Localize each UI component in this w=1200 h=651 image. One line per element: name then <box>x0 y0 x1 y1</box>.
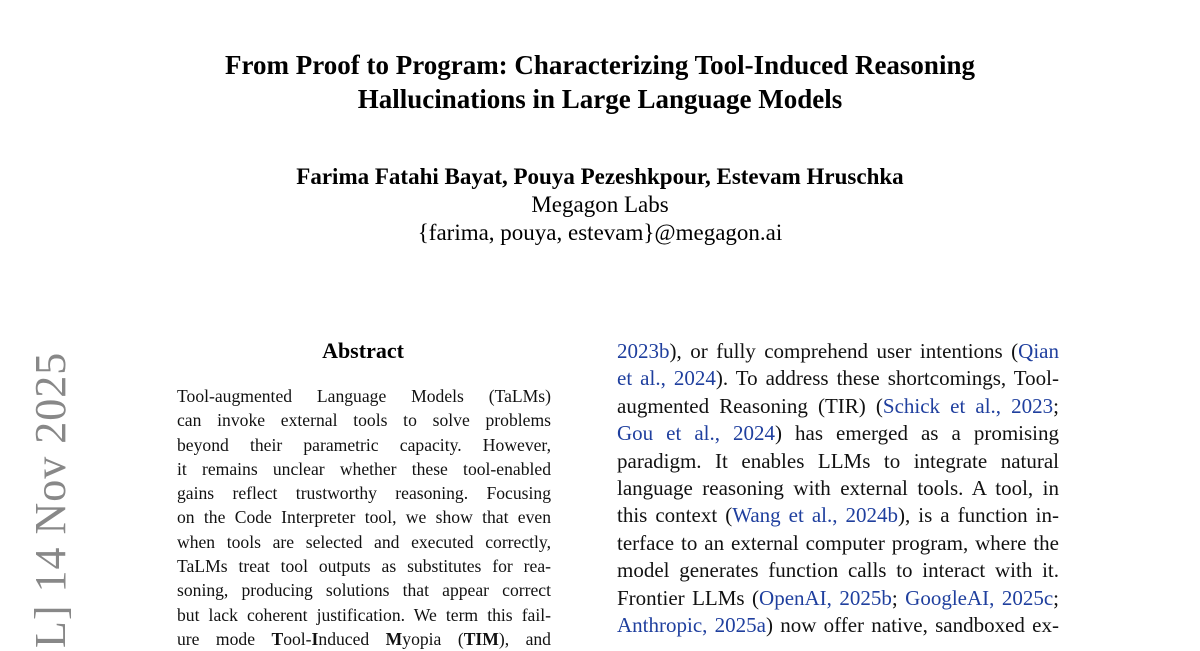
affiliation: Megagon Labs <box>531 192 669 217</box>
citation-link[interactable]: GoogleAI, 2025c <box>905 585 1054 610</box>
abstract-line: TaLMs treat tool outputs as substitutes for rea- <box>177 556 551 577</box>
text-run: ) has emerged as a promising <box>775 421 1059 446</box>
body-line <box>617 338 1059 365</box>
citation-link[interactable]: Anthropic, 2025a <box>617 612 766 637</box>
abstract-line: but lack coherent justification. We term this fail- <box>177 604 551 625</box>
arxiv-side-stamp: L] 14 Nov 2025 <box>26 351 75 648</box>
bold-initial: T <box>271 628 284 649</box>
abstract-line: can invoke external tools to solve problems <box>177 410 551 431</box>
body-line <box>617 612 1059 639</box>
text-run: ool- <box>283 628 312 649</box>
citation-link[interactable]: 2023b <box>617 339 670 363</box>
body-line <box>617 502 1059 529</box>
text-run: ; <box>1053 393 1059 418</box>
body-line <box>617 393 1059 420</box>
body-column-right <box>617 338 1059 639</box>
text-run: ), is a function in- <box>898 503 1059 528</box>
bold-acronym: TIM <box>463 628 499 649</box>
title-line-1: From Proof to Program: Characterizing Tool-Induced Reasoning <box>225 50 975 80</box>
text-run: ure mode <box>177 628 272 649</box>
text-run: ), or fully comprehend user intentions ( <box>669 339 1019 363</box>
title-line-2: Hallucinations in Large Language Models <box>357 84 843 114</box>
abstract-line: soning, producing solutions that appear correct <box>177 580 551 601</box>
abstract-line: it remains unclear whether these tool-enabled <box>177 458 551 479</box>
abstract-line: on the Code Interpreter tool, we show that even <box>177 507 551 528</box>
text-run: yopia ( <box>402 628 464 649</box>
citation-link[interactable]: Qian <box>1018 339 1059 363</box>
text-run: this context ( <box>617 503 733 528</box>
text-run: Frontier LLMs ( <box>617 585 760 610</box>
abstract-line: when tools are selected and executed correctly, <box>177 531 551 552</box>
body-line <box>617 420 1059 447</box>
body-line <box>617 585 1059 612</box>
author-emails: {farima, pouya, estevam}@megagon.ai <box>417 220 783 245</box>
text-run: augmented Reasoning (TIR) ( <box>617 393 883 418</box>
abstract-line: beyond their parametric capacity. However, <box>177 434 551 455</box>
abstract-line: Tool-augmented Language Models (TaLMs) <box>177 386 551 406</box>
paper-title <box>0 48 1200 116</box>
citation-link[interactable]: et al., 2024 <box>617 366 716 391</box>
abstract-heading: Abstract <box>322 338 404 363</box>
text-run: ), and <box>498 628 551 649</box>
body-line: terface to an external computer program, where the <box>617 530 1059 555</box>
text-run: ) now offer native, sandboxed ex- <box>765 612 1059 637</box>
citation-link[interactable]: OpenAI, 2025b <box>759 585 892 610</box>
body-line: paradigm. It enables LLMs to integrate natural <box>617 448 1059 473</box>
abstract-body <box>177 384 551 651</box>
body-line: language reasoning with external tools. A tool, in <box>617 475 1059 500</box>
text-run: ; <box>1053 585 1059 610</box>
body-line: model generates function calls to interact with it. <box>617 558 1059 583</box>
text-run: ). To address these shortcomings, Tool- <box>715 366 1059 391</box>
abstract-line: gains reflect trustworthy reasoning. Focusing <box>177 483 551 504</box>
citation-link[interactable]: Gou et al., 2024 <box>617 421 776 446</box>
bold-initial: M <box>385 628 403 649</box>
citation-link[interactable]: Schick et al., 2023 <box>882 393 1054 418</box>
body-line <box>617 365 1059 392</box>
citation-link[interactable]: Wang et al., 2024b <box>732 503 899 528</box>
bold-initial: I <box>311 628 319 649</box>
abstract-line <box>177 627 551 651</box>
text-run: nduced <box>318 628 386 649</box>
author-list: Farima Fatahi Bayat, Pouya Pezeshkpour, Estevam Hruschka <box>296 164 904 189</box>
text-run: ; <box>891 585 906 610</box>
